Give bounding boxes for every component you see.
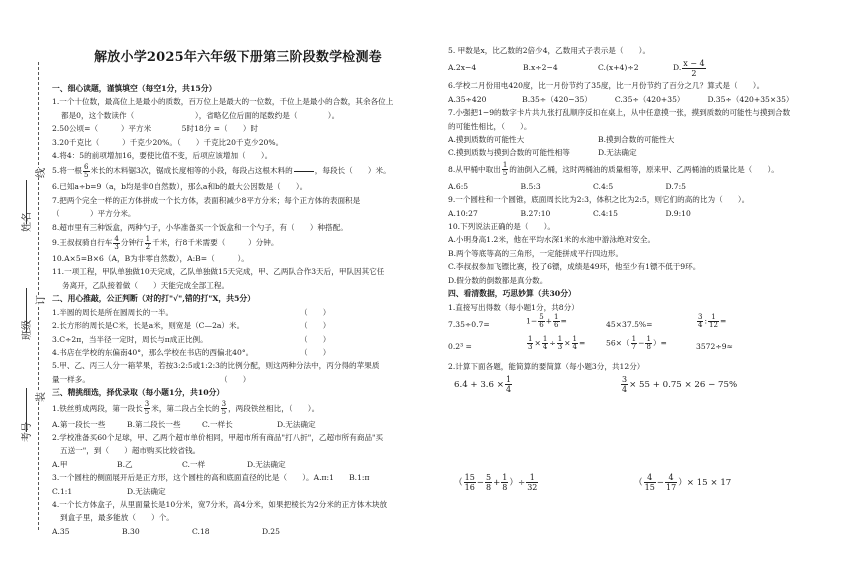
fill-q1-line2: 都是0，这个数读作（ ），省略亿位后面的尾数约是（ ）。	[61, 110, 340, 120]
judge-q2-answer-box[interactable]: （ ）	[300, 321, 331, 331]
choice-q5-option-b[interactable]: B.x÷2−4	[523, 63, 558, 73]
left-column	[52, 82, 424, 538]
choice-q10-option-a[interactable]: A.小明身高1.2米，他在平均水深1米的水池中游泳绝对安全。	[448, 235, 656, 245]
fill-q8: 8.超市里有三种饭盒，两种勺子，小华准备买一个饭盒和一个勺子，有（ ）种搭配。	[52, 222, 348, 232]
oral-calc-6: $\frac{1}{3}$ × $\frac{1}{4}$ ÷ $\frac{1}{3}$ × $\frac{1}{4}$ =	[528, 334, 586, 351]
choice-q9-option-a[interactable]: A.10:27	[448, 208, 478, 218]
choice-q7-line1: 7.小强把1−9的数字卡片共九张打乱顺序反扣在桌上，从中任意摸一张，摸到质数的可能性与摸到合数	[448, 108, 791, 118]
class-label: 班级	[22, 320, 33, 340]
choice-q8: 8.从甲桶中取出 $\frac{1}{5}$ 的油倒入乙桶，这时两桶油的质量相等，原来甲、乙两桶油的质量比是（ ）。	[448, 161, 779, 178]
oral-calc-7: 56×（ $\frac{1}{7}$ − $\frac{1}{8}$ ）=	[606, 334, 667, 351]
judge-q5-line2: 量一样多。 （ ）	[52, 373, 424, 386]
judge-q4: 4.书店在学校的东偏南40°，那么学校在书店的西偏北40°。 （ ）	[52, 346, 424, 359]
oral-calc-2: 1− $\frac{5}{6}$ + $\frac{1}{6}$ =	[526, 312, 567, 329]
choice-q1-option-c[interactable]: C.一样长	[202, 419, 233, 429]
choice-q2-line2: 五送一"，到（ ）超市购买比较省钱。	[60, 446, 201, 456]
judge-q2: 2.长方形的周长是C米，长是a米，则宽是（C—2a）米。 （ ）	[52, 319, 424, 332]
binding-line-char: 线	[32, 168, 47, 178]
choice-q5-option-a[interactable]: A.2x−4	[448, 63, 477, 73]
judge-q3-answer-box[interactable]: （ ）	[300, 334, 331, 344]
choice-q6-option-b[interactable]: B.35÷（420−35）	[522, 94, 592, 104]
calc-part1-heading: 1.直接写出得数（每小题1分，共8分）	[448, 302, 579, 312]
choice-q7-option-c[interactable]: C.摸到质数与摸到合数的可能性相等	[448, 148, 570, 158]
choice-q3-line1: 3.一个圆柱的侧面展开后是正方形，这个圆柱的高和底面直径的比是（ ）。A.π:1 B.1:π	[52, 473, 370, 483]
fill-q5-text-c: ，每段长（ ）米。	[314, 166, 391, 176]
fill-q11-line2: 务离开，乙队接着做（ ）天能完成全部工程。	[62, 280, 230, 290]
choice-q10-option-b[interactable]: B.两个等底等高的三角形，一定能拼成平行四边形。	[448, 248, 624, 258]
oral-calc-4: $\frac{3}{4}$ : $\frac{1}{12}$ =	[698, 312, 727, 329]
fill-q9-fraction-2: $\frac{1}{2}$	[145, 234, 151, 251]
choice-q5-option-d-fraction: $\frac{x - 4}{2}$	[683, 58, 705, 78]
choice-q5-options	[448, 57, 748, 79]
choice-q3-option-c[interactable]: C.1:1	[52, 486, 73, 496]
choice-q4-option-a[interactable]: A.35	[52, 526, 70, 536]
choice-q1-option-a[interactable]: A.第一段长一些	[52, 419, 106, 429]
choice-q5-option-d[interactable]: D. $\frac{x - 4}{2}$	[673, 58, 705, 78]
choice-q8-option-a[interactable]: A.6:5	[448, 181, 469, 191]
oral-calc-1: 7.35÷0.7=	[448, 319, 490, 329]
choice-q3-option-d[interactable]: D.无法确定	[127, 486, 166, 496]
id-label: 考号	[22, 422, 33, 442]
choice-q1: 1.铁丝剪成两段，第一段长 $\frac{3}{5}$ 米，第二段占全长的 $\frac{3}{5}$ ，两段铁丝相比，（ ）。	[52, 400, 320, 417]
judge-q3: 3.C÷2π，当半径一定时，周长与π成正比例。 （ ）	[52, 333, 424, 346]
choice-q5-option-c[interactable]: C.(x+4)÷2	[598, 63, 639, 73]
fill-q9: 9.王叔叔骑自行车 $\frac{4}{3}$ 分钟行 $\frac{1}{2}$ 千米，行8千米需要（ ）分钟。	[52, 234, 279, 251]
choice-q8-options	[448, 180, 738, 193]
choice-q7-options-row2	[448, 146, 748, 159]
choice-q1-fraction-1: $\frac{3}{5}$	[144, 400, 150, 417]
judge-q1-answer-box[interactable]: （ ）	[300, 307, 331, 317]
choice-q9-option-d[interactable]: D.9:10	[665, 208, 691, 218]
judge-q5-line1: 5.甲、乙、丙三人分一箱苹果，若按3:2:5或1:2:3的比例分配，则这两种分法中，丙分得的苹果质	[52, 361, 380, 371]
choice-q8-fraction: $\frac{1}{5}$	[502, 161, 508, 178]
oral-calc-row2	[448, 336, 828, 360]
fill-q6: 6.已知a÷b=9（a，b均是非0自然数），那么a和b的最大公因数是（ ）。	[52, 182, 308, 192]
choice-q8-option-c[interactable]: C.4:5	[593, 181, 614, 191]
calc-part2-block	[448, 373, 828, 523]
choice-q2-option-d[interactable]: D.无法确定	[247, 459, 286, 469]
fill-q10: 10.A×5=B×6（A，B为非零自然数），A:B=（ ）。	[52, 254, 249, 264]
fill-q3: 3.20千克比（ ）千克少20%。（ ）千克比20千克少20%。	[52, 137, 284, 147]
choice-q9-options	[448, 207, 738, 220]
choice-q2-option-c[interactable]: C.一样	[182, 459, 206, 469]
choice-q7-options-row1	[448, 133, 748, 146]
section-2-heading: 二、用心推敲，公正判断（对的打"√",错的打"X，共5分）	[52, 294, 256, 304]
choice-q4-option-c[interactable]: C.18	[192, 526, 210, 536]
choice-q6-options	[448, 93, 828, 106]
fill-q4: 4.将4：5的前项增加16，要使比值不变，后项应该增加（ ）。	[52, 151, 273, 161]
choice-q1-options	[52, 418, 352, 431]
choice-q4-line1: 4.一个长方体盒子，从里面量长是10分米，宽7分米，高4分米，如果把棱长为2分米的正方体木块放	[52, 499, 388, 509]
oral-calc-row1	[448, 314, 828, 336]
fill-q7-line1: 7.把两个完全一样的正方体拼成一个长方体，表面积减少8平方分米；每个正方体的表面积是	[52, 195, 361, 205]
exam-title: 解放小学2025年六年级下册第三阶段数学检测卷	[94, 50, 382, 65]
name-label: 姓名	[22, 212, 33, 232]
choice-q8-option-d[interactable]: D.7:5	[665, 181, 686, 191]
choice-q4-option-b[interactable]: B.30	[122, 526, 140, 536]
fill-q7-line2: （ ）平方分米。	[52, 209, 136, 219]
fill-q5-fraction: $\frac{6}{5}$	[84, 162, 89, 179]
choice-q9: 9.一个圆柱和一个圆锥，底面周长比为2:3，体积之比为2:5，则它们的高的比为（ ）。	[448, 195, 750, 205]
fill-q5	[52, 162, 424, 180]
oral-calc-3: 45×37.5%=	[606, 319, 653, 329]
choice-q6-option-d[interactable]: D.35÷（420+35×35）	[707, 94, 794, 104]
choice-q7-option-d[interactable]: D.无法确定	[598, 148, 637, 158]
oral-calc-5: 0.2³ =	[448, 341, 472, 351]
binding-margin	[0, 0, 50, 588]
choice-q3-options	[52, 485, 202, 498]
choice-q10-option-c[interactable]: C.李叔叔参加飞镖比赛，投了6镖，成绩是49环，他至少有1镖不低于9环。	[448, 262, 701, 272]
choice-q5: 5. 甲数是x，比乙数的2倍少4，乙数用式子表示是（ ）。	[448, 46, 651, 55]
fill-q9-fraction-1: $\frac{4}{3}$	[114, 234, 119, 251]
choice-q7-option-a[interactable]: A.摸到质数的可能性大	[448, 135, 525, 145]
judge-q5-answer-box[interactable]: （ ）	[220, 374, 251, 384]
calc-problem-1: 6.4 + 3.6 × $\frac{1}{4}$	[454, 375, 512, 395]
binding-bind-char: 装	[32, 392, 47, 402]
oral-calc-8: 3572÷9≈	[696, 341, 733, 351]
choice-q7-line2: 的可能性相比，（ ）。	[448, 121, 532, 131]
choice-q6: 6.学校二月份用电420度，比一月份节约了35度，比一月份节约了百分之几？算式是（ ）。	[448, 81, 765, 91]
calc-part2-heading: 2.计算下面各题，能简算的要简算（每小题3分，共12分）	[448, 361, 645, 371]
right-column	[448, 44, 828, 523]
fill-q5-text-b: 米长的木料锯3次，锯成长度相等的小段，每段占这根木料的	[90, 166, 293, 176]
fill-q5-blank-fraction	[294, 164, 314, 179]
choice-q9-option-c[interactable]: C.4:15	[593, 208, 619, 218]
choice-q2-options	[52, 458, 312, 471]
choice-q4-option-d[interactable]: D.25	[262, 526, 280, 536]
calc-problem-3: （ $\frac{15}{16}$ − $\frac{5}{8}$ + $\frac{1}{8}$ ）÷ $\frac{1}{32}$	[454, 473, 538, 493]
choice-q1-option-b[interactable]: B.第二段长一些	[127, 419, 181, 429]
section-1-heading: 一、细心读题，谨慎填空（每空1分，共15分）	[52, 84, 217, 93]
choice-q2-option-a[interactable]: A.甲	[52, 459, 68, 469]
choice-q10: 10.下列说法正确的是（ ）。	[448, 222, 555, 232]
choice-q2-option-b[interactable]: B.乙	[117, 459, 133, 469]
choice-q4-options	[52, 525, 332, 538]
choice-q7-option-b[interactable]: B.摸到合数的可能性大	[598, 135, 675, 145]
choice-q8-option-b[interactable]: B.5:3	[520, 181, 541, 191]
binding-order-char: 订	[32, 295, 47, 305]
judge-q1: 1.半圆的周长是所在圆周长的一半。 （ ）	[52, 306, 424, 319]
fill-q5-text-a: 5.将一根	[52, 166, 83, 176]
class-underline	[26, 288, 27, 332]
fill-q11-line1: 11.一项工程，甲队单独做10天完成，乙队单独做15天完成，甲、乙两队合作3天后，甲队因其它任	[52, 267, 385, 277]
choice-q2-line1: 2.学校准备买60个足球，甲、乙两个超市单价相同，甲超市所有商品"打八折"，乙超市所有商品"买	[52, 432, 384, 442]
calc-problem-4: （ $\frac{4}{15}$ − $\frac{4}{17}$ ）× 15 × 17	[634, 473, 732, 493]
choice-q6-option-c[interactable]: C.35÷（420+35）	[614, 94, 685, 104]
calc-problem-2: $\frac{3}{4}$ × 55 + 0.75 × 26 − 75%	[622, 375, 738, 395]
name-underline	[26, 180, 27, 224]
section-3-heading: 三、精挑细选，择优录取（每小题1分，共10分）	[52, 388, 225, 398]
choice-q1-option-d[interactable]: D.无法确定	[277, 419, 316, 429]
judge-q4-answer-box[interactable]: （ ）	[300, 347, 331, 357]
choice-q6-option-a[interactable]: A.35÷420	[448, 94, 487, 104]
fill-q2: 2.50公顷=（ ）平方米 5时18分 =（ ）时	[52, 124, 259, 134]
id-underline	[26, 388, 27, 432]
choice-q1-fraction-2: $\frac{3}{5}$	[221, 400, 227, 417]
section-4-heading: 四、看清数据，巧思妙算（共30分）	[448, 289, 576, 299]
choice-q9-option-b[interactable]: B.27:10	[520, 208, 551, 218]
choice-q4-line2: 到盒子里，最多能放（ ）个。	[60, 513, 174, 523]
choice-q10-option-d[interactable]: D.假分数的倒数都是真分数。	[448, 275, 548, 285]
fill-q1-line1: 1.一个十位数，最高位上是最小的质数，百万位上是最大的一位数，千位上是最小的合数，其余各位上	[52, 97, 394, 107]
